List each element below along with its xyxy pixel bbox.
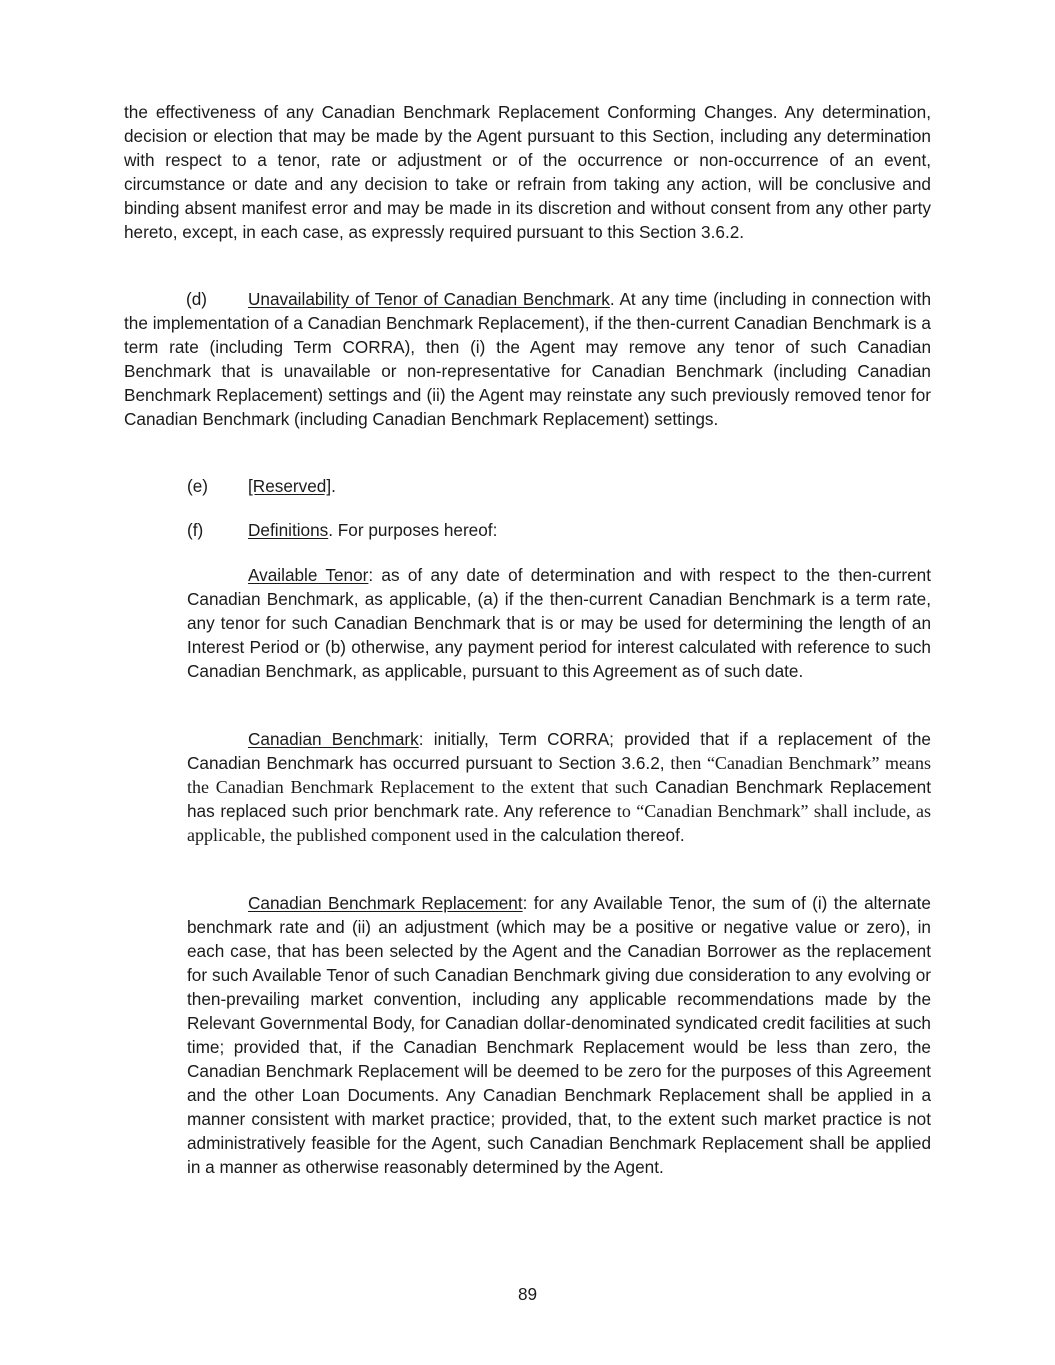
definition-canadian-benchmark-replacement [187, 891, 931, 1179]
definition-canadian-benchmark [187, 727, 931, 847]
definition-text-part: Canadian Benchmark Replacement has replaced such prior benchmark rate. Any reference [187, 777, 931, 821]
section-d-title: Unavailability of Tenor of Canadian Benchmark [248, 289, 610, 309]
section-e-title: [Reserved] [248, 476, 332, 496]
intro-paragraph [124, 100, 931, 244]
definition-available-tenor [187, 563, 931, 683]
section-d-number: (d) [186, 289, 208, 309]
section-d-paragraph [124, 287, 931, 431]
definition-text: : as of any date of determination and with respect to the then-current Canadian Benchmark, as applicable, (a) if the then-current Canadian Benchmark is a term rate, any tenor for such Canadian Benchmark that is or may be used for determining the length of an Interest Period or (b) otherwise, any payment period for interest calculated with reference to such Canadian Benchmark, as applicable, pursuant to this Agreement as of such date. [187, 565, 931, 681]
definition-term: Available Tenor [248, 565, 369, 585]
section-f-text: . For purposes hereof: [328, 520, 498, 540]
section-f-title: Definitions [248, 520, 329, 540]
section-e-text: . [331, 476, 336, 496]
definition-text-part: : initially, Term CORRA; provided that if a replacement of the Canadian Benchmark has occurred pursuant to Section 3.6.2, [187, 729, 931, 773]
definition-text: : for any Available Tenor, the sum of (i) the alternate benchmark rate and (ii) an adjustment (which may be a positive or negative value or zero), in each case, that has been selected by the Agent and the Canadian Borrower as the replacement for such Available Tenor of such Canadian Benchmark giving due consideration to any evolving or then-prevailing market convention, including any applicable recommendations made by the Relevant Governmental Body, for Canadian dollar-denominated syndicated credit facilities at such time; provided that, if the Canadian Benchmark Replacement would be less than zero, the Canadian Benchmark Replacement will be deemed to be zero for the purposes of this Agreement and the other Loan Documents. Any Canadian Benchmark Replacement shall be applied in a manner consistent with market practice; provided, that, to the extent such market practice is not administratively feasible for the Agent, such Canadian Benchmark Replacement shall be applied in a manner as otherwise reasonably determined by the Agent. [187, 893, 931, 1177]
intro-text: the effectiveness of any Canadian Benchmark Replacement Conforming Changes. Any determination, decision or election that may be made by the Agent pursuant to this Section, including any determination with respect to a tenor, rate or adjustment or of the occurrence or non-occurrence of an event, circumstance or date and any decision to take or refrain from taking any action, will be conclusive and binding absent manifest error and may be made in its discretion and without consent from any other party hereto, except, in each case, as expressly required pursuant to this Section 3.6.2. [124, 102, 931, 242]
section-e-number: (e) [187, 476, 209, 496]
section-f-number: (f) [187, 520, 204, 540]
definition-text-serif-part: to “Canadian Benchmark” shall include, as applicable, the published component used in [187, 801, 931, 845]
section-d-text: . At any time (including in connection with the implementation of a Canadian Benchmark Replacement), if the then-current Canadian Benchmark is a term rate (including Term CORRA), then (i) the Agent may remove any tenor of such Canadian Benchmark that is unavailable or non-representative for Canadian Benchmark (including Canadian Benchmark Replacement) settings and (ii) the Agent may reinstate any such previously removed tenor for Canadian Benchmark (including Canadian Benchmark Replacement) settings. [124, 289, 932, 429]
definition-term: Canadian Benchmark Replacement [248, 893, 523, 913]
definition-text-serif-part: then “Canadian Benchmark” means the Canadian Benchmark Replacement to the extent that such [187, 753, 931, 797]
definition-text-part: the calculation thereof. [506, 825, 685, 845]
definition-term: Canadian Benchmark [248, 729, 419, 749]
page-number: 89 [517, 1284, 538, 1304]
